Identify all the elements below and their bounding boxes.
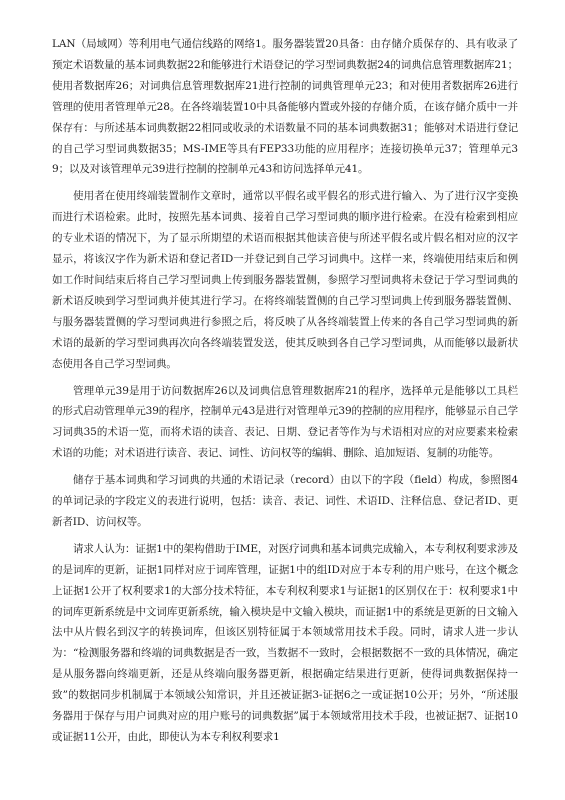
paragraph-3: 管理单元39是用于访问数据库26以及词典信息管理数据库21的程序，选择单元是能够以工具栏的形式启动管理单元39的程序，控制单元43是进行对管理单元39的控制的应用程序，能够显示自己学习词典35的术语一览，而将术语的读音、表记、日期、登记者等作为与术语相对应的对应要素来检索术语的功能；对术语进行读音、表记、词性、访问权等的编辑、删除、追加短语、复制的功能等。 bbox=[52, 384, 518, 460]
paragraph-1: LAN（局域网）等利用电气通信线路的网络1。服务器装置20具备：由存储介质保存的、具有收录了预定术语数量的基本词典数据22和能够进行术语登记的学习型词典数据24的词典信息管理数据库21；使用者数据库26；对词典信息管理数据库21进行控制的词典管理单元23；和对使用者数据库26进行管理的使用者管理单元28。在各终端装置10中具备能够内置或外接的存储介质，在该存储介质中一并保存有：与所述基本词典数据22相同或收录的术语数量不同的基本词典数据31；能够对术语进行登记的自己学习型词典数据35；MS-IME等具有FEP33功能的应用程序；连接切换单元37；管理单元39；以及对该管理单元39进行控制的控制单元43和访问选择单元41。 bbox=[52, 38, 518, 176]
paragraph-4: 储存于基本词典和学习词典的共通的术语记录（record）由以下的字段（field）构成，参照图4的单词记录的字段定义的表进行说明，包括：读音、表记、词性、术语ID、注释信息、登记者ID、更新者ID、访问权等。 bbox=[52, 474, 518, 528]
document-page bbox=[52, 34, 518, 754]
paragraph-2: 使用者在使用终端装置制作文章时，通常以平假名或平假名的形式进行输入、为了进行汉字变换而进行术语检索。此时，按照先基本词典、接着自己学习型词典的顺序进行检索。在没有检索到相应的专业术语的情况下，为了显示所期望的术语而根据其他读音使与所述平假名或片假名相对应的汉字显示，将该汉字作为新术语和登记者ID一并登记到自己学习词典中。这样一来，终端使用结束后和例如工作时间结束后将自己学习型词典上传到服务器装置侧，参照学习型词典将未登记于学习型词典的新术语反映到学习型词典并使其进行学习。在将终端装置侧的自己学习型词典上传到服务器装置侧、与服务器装置侧的学习型词典进行参照之后，将反映了从各终端装置上传来的各自己学习型词典的新术语的最新的学习型词典再次向各终端装置发送，使其反映到各自己学习型词典，从而能够以最新状态使用各自己学习型词典。 bbox=[52, 190, 518, 370]
paragraph-5: 请求人认为：证据1中的架构借助于IME，对医疗词典和基本词典完成输入，本专利权利要求涉及的是词库的更新，证据1同样对应于词库管理，证据1中的组ID对应于本专利的用户账号，在这个概念上证据1公开了权利要求1的大部分技术特征，本专利权利要求1与证据1的区别仅在于：权利要求1中的词库更新系统是中文词库更新系统，输入模块是中文输入模块，而证据1中的系统是更新的日文输入法中从片假名到汉字的转换词库，但该区别特征属于本领域常用技术手段。同时，请求人进一步认为：“检测服务器和终端的词典数据是否一致，当数据不一致时，会根据数据不一致的具体情况，确定是从服务器向终端更新，还是从终端向服务器更新，根据确定结果进行更新，使得词典数据保持一致”的数据同步机制属于本领域公知常识，并且还被证据3-证据6之一或证据10公开；另外，“所述服务器用于保存与用户词典对应的用户账号的词典数据”属于本领域常用技术手段，也被证据7、证据10或证据11公开，由此，即使认为本专利权利要求1 bbox=[52, 542, 518, 743]
